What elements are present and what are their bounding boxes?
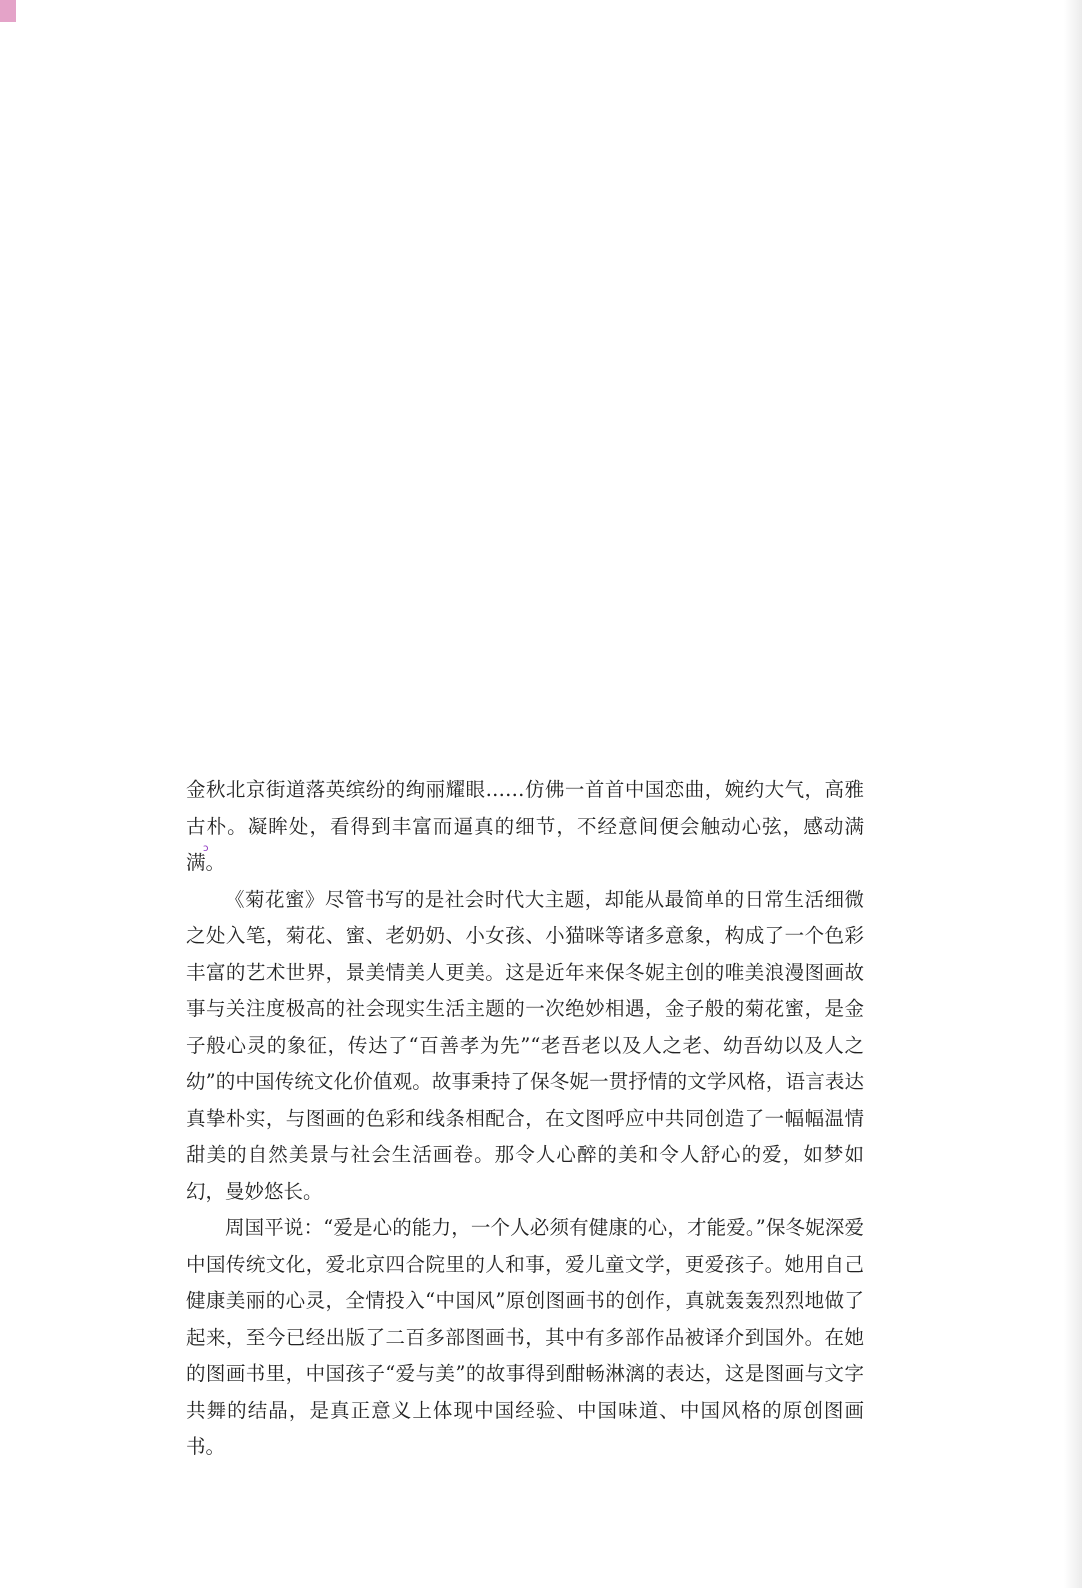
body-text: [186, 772, 864, 1466]
page-edge-shadow: [1064, 0, 1082, 1588]
paragraph-2: 《菊花蜜》尽管书写的是社会时代大主题，却能从最简单的日常生活细微之处入笔，菊花、蜜、老奶奶、小女孩、小猫咪等诸多意象，构成了一个色彩丰富的艺术世界，景美情美人更美。这是近年来保冬妮主创的唯美浪漫图画故事与关注度极高的社会现实生活主题的一次绝妙相遇，金子般的菊花蜜，是金子般心灵的象征，传达了“百善孝为先”“老吾老以及人之老、幼吾幼以及人之幼”的中国传统文化价值观。故事秉持了保冬妮一贯抒情的文学风格，语言表达真挚朴实，与图画的色彩和线条相配合，在文图呼应中共同创造了一幅幅温情甜美的自然美景与社会生活画卷。那令人心醉的美和令人舒心的爱，如梦如幻，曼妙悠长。: [186, 887, 864, 1203]
paragraph-1: 金秋北京街道落英缤纷的绚丽耀眼……仿佛一首首中国恋曲，婉约大气，高雅古朴。凝眸处，看得到丰富而逼真的细节，不经意间便会触动心弦，感动满满。: [186, 778, 864, 874]
paragraph-3: 周国平说：“爱是心的能力，一个人必须有健康的心，才能爱。”保冬妮深爱中国传统文化，爱北京四合院里的人和事，爱儿童文学，更爱孩子。她用自己健康美丽的心灵，全情投入“中国风”原创图画书的创作，真就轰轰烈烈地做了起来，至今已经出版了二百多部图画书，其中有多部作品被译介到国外。在她的图画书里，中国孩子“爱与美”的故事得到酣畅淋漓的表达，这是图画与文字共舞的结晶，是真正意义上体现中国经验、中国味道、中国风格的原创图画书。: [186, 1216, 864, 1458]
corner-color-mark: [0, 0, 16, 22]
pen-annotation-mark: ɔ: [203, 843, 209, 854]
